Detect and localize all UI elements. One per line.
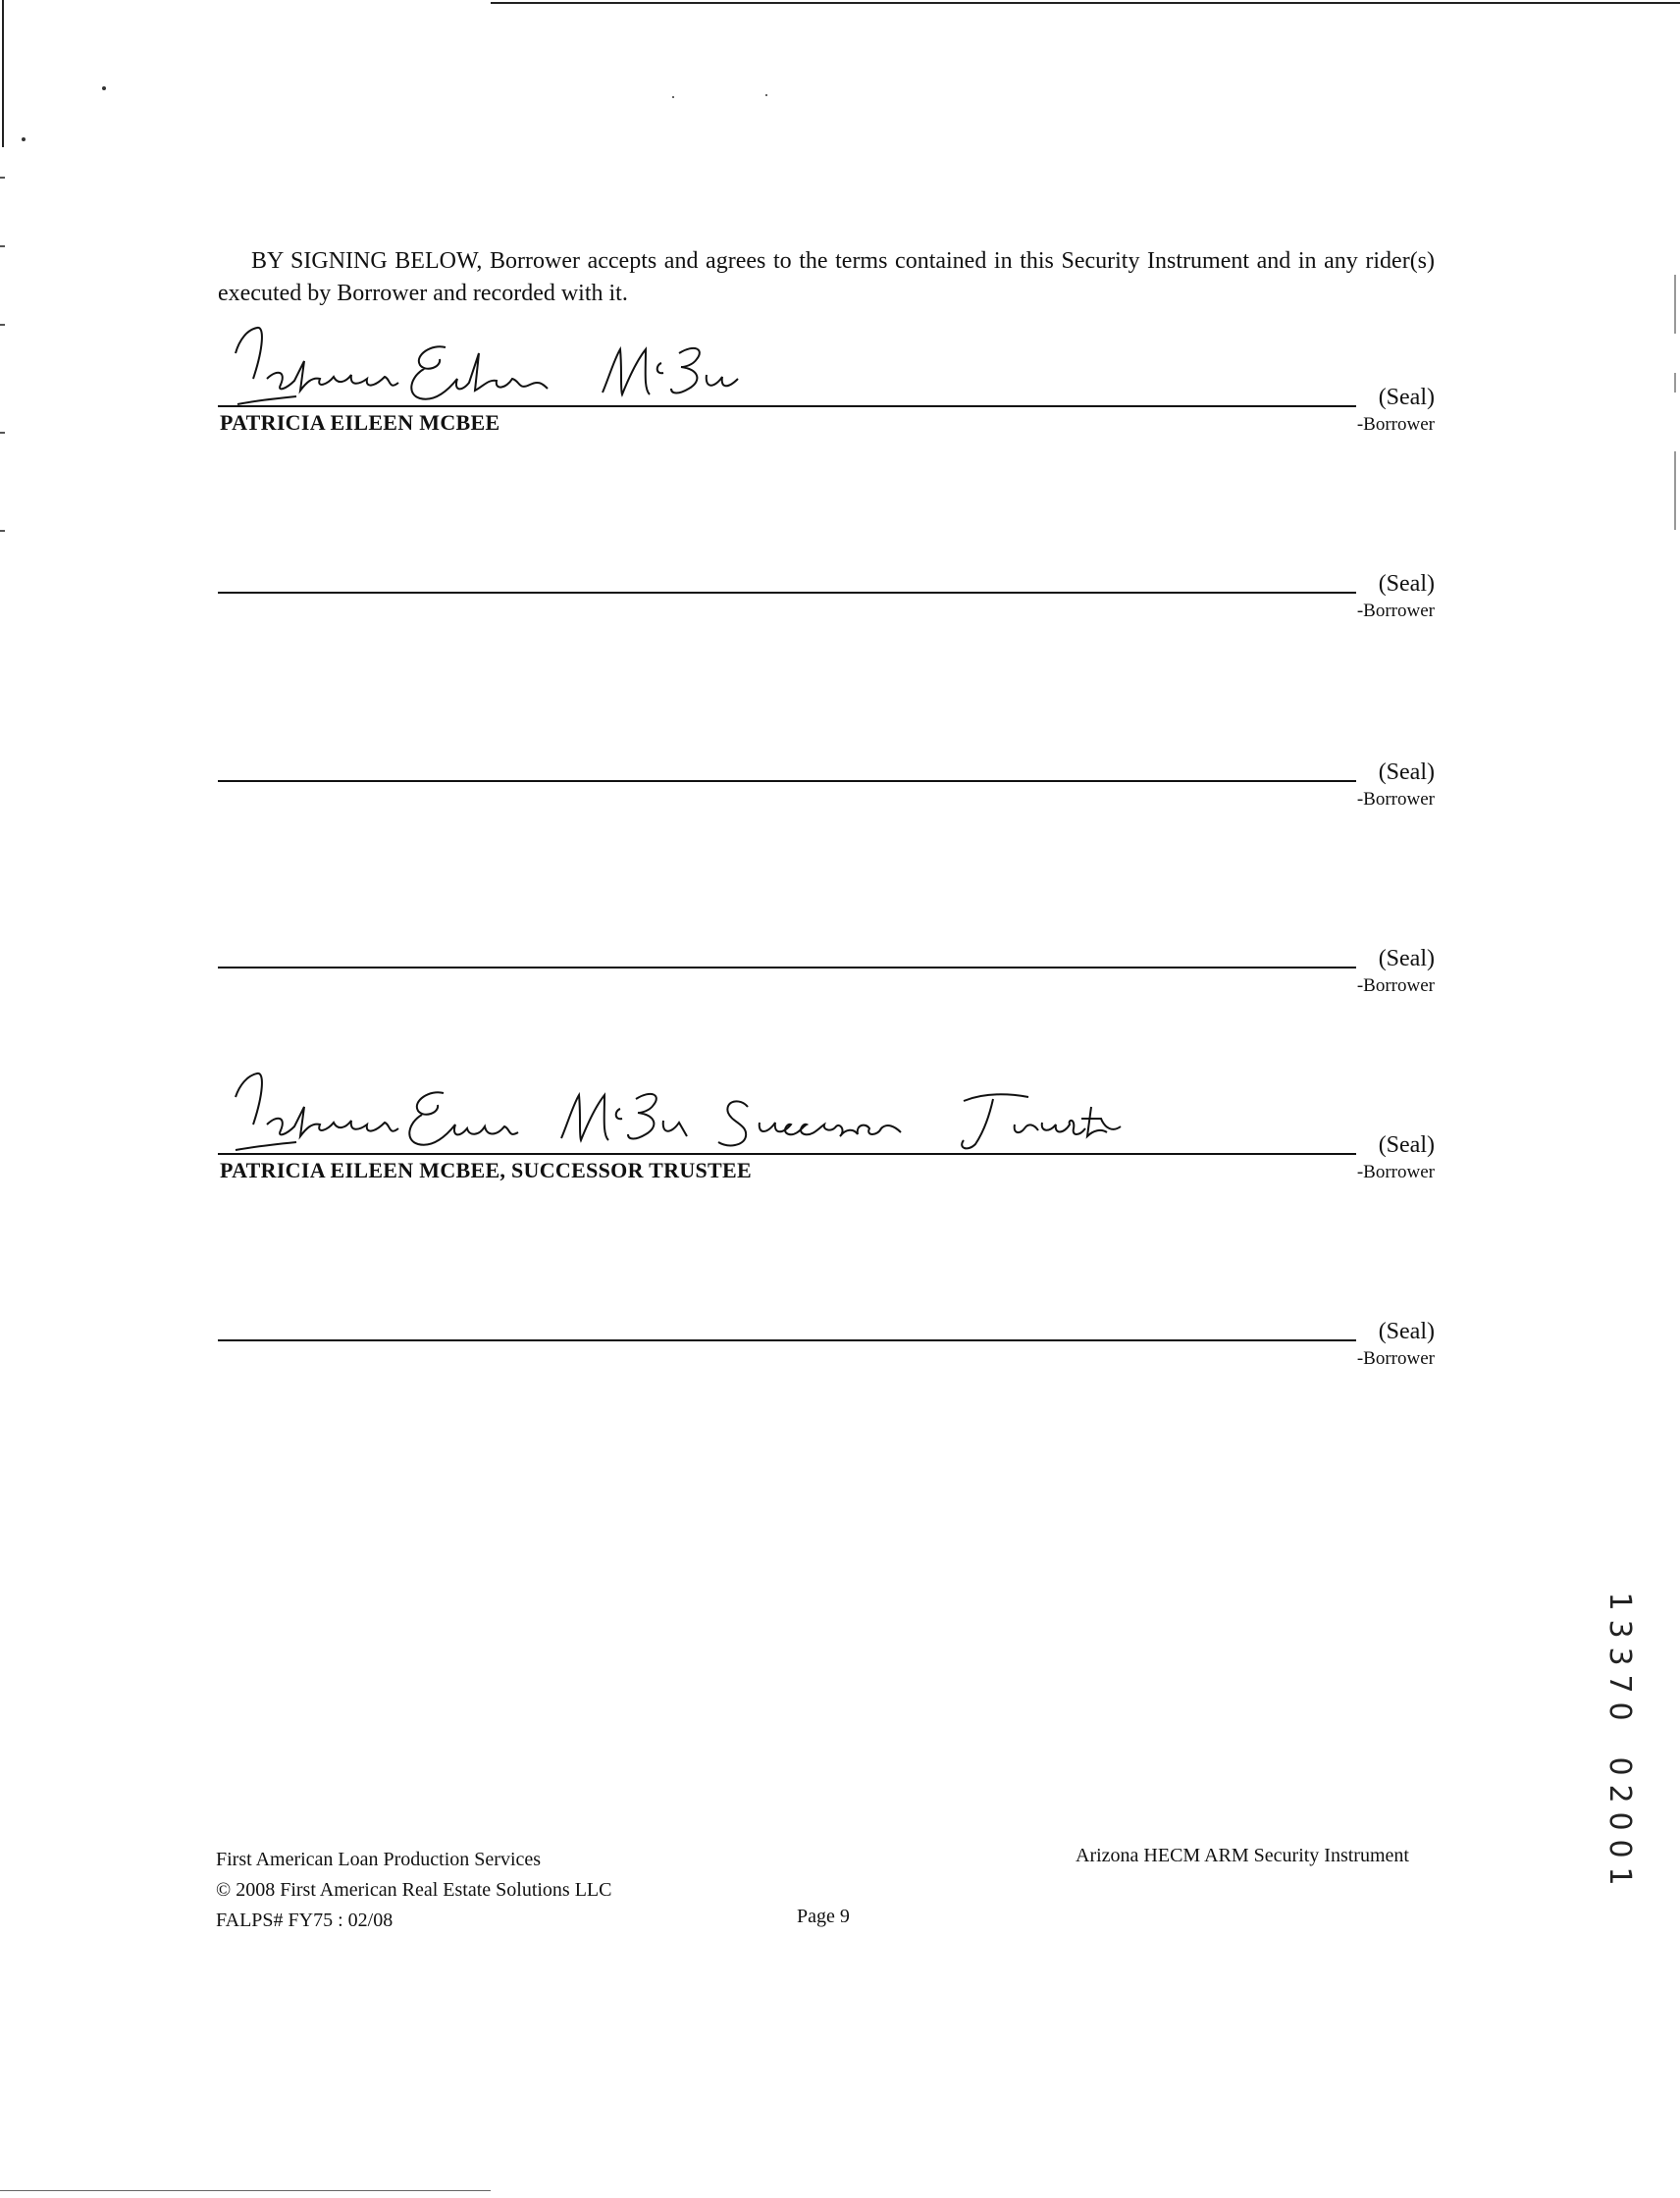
seal-label: (Seal): [1378, 1319, 1435, 1344]
signature-line: [218, 967, 1356, 968]
signature-block-4: [218, 920, 1435, 999]
footer-copyright: © 2008 First American Real Estate Solutions LLC: [216, 1879, 612, 1901]
footer-left: [216, 1845, 612, 1936]
scan-mark: [0, 530, 5, 532]
signing-statement: [218, 245, 1435, 310]
margin-number-digit: 0: [1602, 1839, 1637, 1858]
printed-name: PATRICIA EILEEN MCBEE, SUCCESSOR TRUSTEE: [220, 1158, 752, 1182]
margin-number-digit: 0: [1602, 1811, 1637, 1831]
margin-document-number: [1600, 1588, 1639, 1890]
scan-border-top: [491, 2, 1680, 4]
signature-line: [218, 1153, 1356, 1155]
margin-number-digit: 0: [1602, 1756, 1637, 1776]
scan-mark: [1674, 373, 1676, 392]
scan-speck: [22, 137, 26, 141]
scan-mark: [1674, 275, 1676, 334]
signature-block-2: [218, 546, 1435, 624]
margin-number-digit: 1: [1602, 1592, 1637, 1611]
seal-label: (Seal): [1378, 385, 1435, 410]
page-number: Page 9: [797, 1906, 850, 1927]
role-label: -Borrower: [1356, 789, 1435, 810]
scan-border-bottom: [0, 2190, 491, 2191]
scan-mark: [0, 432, 5, 434]
role-label: -Borrower: [1356, 975, 1435, 996]
scan-mark: [0, 324, 5, 326]
signature-block-6: [218, 1293, 1435, 1372]
seal-label: (Seal): [1378, 1132, 1435, 1158]
scan-mark: [0, 245, 5, 247]
printed-name: PATRICIA EILEEN MCBEE: [220, 410, 500, 435]
handwritten-signature: [218, 320, 807, 418]
scan-speck: [672, 96, 674, 98]
signing-statement-lead: BY SIGNING BELOW,: [251, 248, 483, 274]
signature-block-1: [218, 359, 1435, 438]
signature-line: [218, 780, 1356, 782]
margin-number-digit: 7: [1602, 1674, 1637, 1694]
margin-number-digit: 3: [1602, 1647, 1637, 1666]
role-label: -Borrower: [1356, 414, 1435, 435]
signature-line: [218, 592, 1356, 594]
footer-company: First American Loan Production Services: [216, 1849, 542, 1870]
role-label: -Borrower: [1356, 601, 1435, 621]
footer-document-title: Arizona HECM ARM Security Instrument: [1076, 1845, 1409, 1866]
scan-speck: [102, 86, 106, 90]
scan-mark: [0, 177, 5, 179]
margin-number-digit: 3: [1602, 1619, 1637, 1639]
footer-form-number: FALPS# FY75 : 02/08: [216, 1910, 394, 1931]
seal-label: (Seal): [1378, 759, 1435, 785]
scan-speck: [765, 94, 767, 96]
seal-label: (Seal): [1378, 571, 1435, 597]
margin-number-digit: 1: [1602, 1866, 1637, 1886]
scan-border-left: [2, 0, 4, 147]
signing-statement-text: Borrower accepts and agrees to the terms contained in this Security Instrument and in any rider(s) executed by Borrower and recorded with it.: [218, 248, 1436, 306]
scan-mark: [1674, 451, 1676, 530]
signature-block-5: [218, 1107, 1435, 1185]
role-label: -Borrower: [1356, 1162, 1435, 1182]
signature-line: [218, 405, 1356, 407]
margin-number-digit: 0: [1602, 1701, 1637, 1721]
handwritten-signature: [218, 1068, 1180, 1166]
signature-block-3: [218, 734, 1435, 812]
margin-number-digit: 2: [1602, 1784, 1637, 1804]
role-label: -Borrower: [1356, 1348, 1435, 1369]
seal-label: (Seal): [1378, 946, 1435, 971]
signature-line: [218, 1339, 1356, 1341]
